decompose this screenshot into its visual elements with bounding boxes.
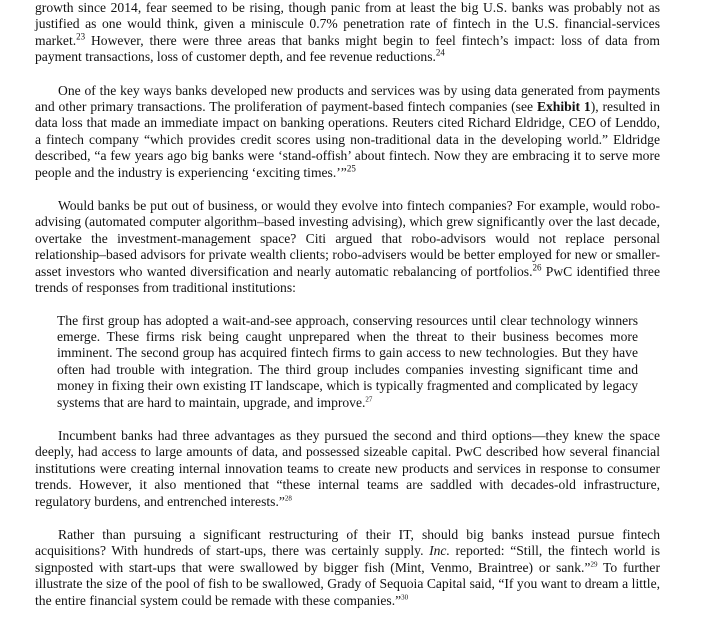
quote-text: The first group has adopted a wait-and-see approach, conserving resources until clear technology winners emerge. These firms risk being caught unprepared when the threat to their business becomes more imminent. The second group has acquired fintech firms to gain access to new technologies. But they have often had trouble with integration. The third group includes companies investing significant time and money in fixing their own existing IT landscape, which is typically fragmented and complicated by legacy systems that are hard to maintain, upgrade, and improve. bbox=[57, 312, 638, 410]
paragraph-text: growth since 2014, fear seemed to be rising, though panic from at least the big U.S. banks was probably not as justified as one would think, given a miniscule 0.7% penetration rate of fintech in the U.S. financial-services market. bbox=[35, 0, 660, 48]
paragraph-text: However, there were three areas that banks might begin to feel fintech’s impact: loss of data from payment transactions, loss of customer depth, and fee revenue reductions. bbox=[35, 32, 660, 65]
footnote-ref: 30 bbox=[401, 593, 409, 602]
exhibit-reference: Exhibit 1 bbox=[536, 99, 591, 115]
footnote-ref: 28 bbox=[284, 494, 292, 503]
paragraph-text: reported: “Still, the fintech world is signposted with start-ups that were swallowed by bigger fish (Mint, Venmo, Braintree) or sank.” bbox=[35, 543, 660, 575]
footnote-ref: 24 bbox=[435, 47, 445, 58]
paragraph-text: Rather than pursuing a significant restructuring of their IT, should big banks instead pursue fintech acquisitions? With hundreds of start-ups, there was certainly supply. bbox=[35, 526, 660, 559]
footnote-ref: 23 bbox=[76, 31, 86, 42]
paragraph-text: To further illustrate the size of the pool of fish to be swallowed, Grady of Sequoia Capital said, “If you want to dream a little, the entire financial system could be remade with these companies.” bbox=[35, 559, 660, 608]
publication-name: Inc. bbox=[429, 543, 450, 559]
paragraph-text: PwC identified three trends of responses from traditional institutions: bbox=[35, 263, 660, 296]
paragraph-data-loss bbox=[35, 83, 660, 181]
paragraph-robo-advising bbox=[35, 198, 660, 296]
footnote-ref: 26 bbox=[532, 262, 542, 273]
footnote-ref: 27 bbox=[365, 395, 373, 403]
footnote-ref: 29 bbox=[590, 560, 598, 569]
paragraph-text: ), resulted in data loss that made an immediate impact on banking operations. Reuters cited Richard Eldridge, CEO of Lenddo, a fintech company “which provides credit scores using non-traditional data in the developing world.” Eldridge described, “a few years ago big banks were ‘stand-offish’ about fintech. Now they are embracing it to serve more people and the industry is experiencing ‘exciting times.’” bbox=[35, 99, 661, 180]
paragraph-acquisitions bbox=[35, 527, 660, 609]
paragraph-fintech-fear bbox=[35, 0, 660, 66]
paragraph-incumbent-advantages bbox=[35, 428, 660, 510]
paragraph-text: Would banks be put out of business, or would they evolve into fintech companies? For example, would robo-advising (automated computer algorithm–based investing advising), which grew significantly over the last decade, overtake the investment-management space? Citi argued that robo-advisors would not replace personal relationship–based advisors for private wealth clients; robo-advisers would be better employed for new or smaller-asset investors who wanted diversification and nearly automatic rebalancing of portfolios. bbox=[35, 198, 660, 279]
paragraph-text: One of the key ways banks developed new products and services was by using data generated from payments and other primary transactions. The proliferation of payment-based fintech companies (see bbox=[35, 82, 660, 115]
footnote-ref: 25 bbox=[346, 163, 356, 174]
block-quote-pwc bbox=[35, 313, 660, 411]
paragraph-text: Incumbent banks had three advantages as they pursued the second and third options—they knew the space deeply, had access to large amounts of data, and possessed sizeable capital. PwC described how several financial institutions were creating internal innovation teams to create new products and services in response to consumer trends. However, it also mentioned that “these internal teams are saddled with decades-old infrastructure, regulatory burdens, and entrenched interests.” bbox=[35, 427, 660, 509]
